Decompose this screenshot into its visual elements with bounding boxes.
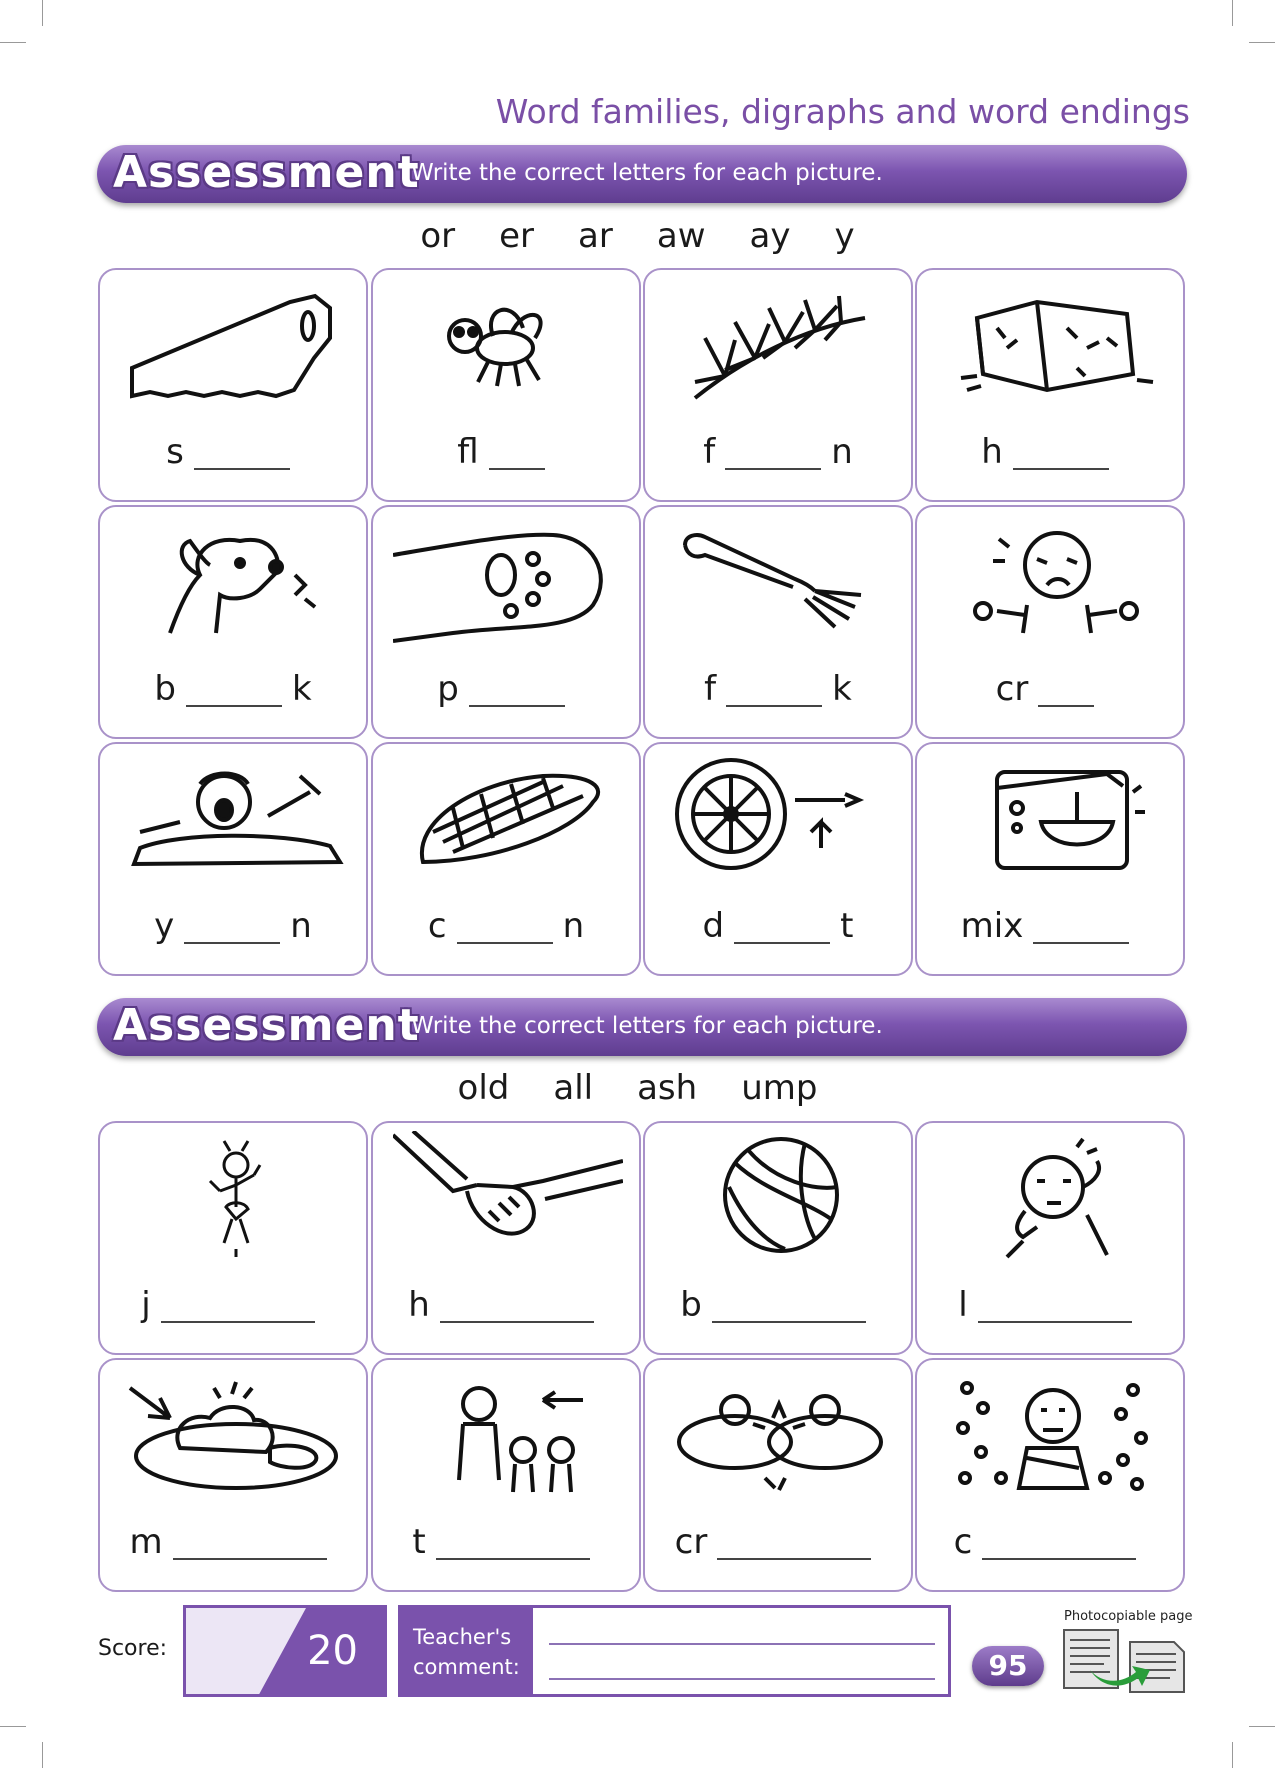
answer-blank[interactable] xyxy=(725,438,821,470)
crop-mark xyxy=(1232,0,1233,26)
picture-card xyxy=(371,742,641,976)
picture-card xyxy=(643,1358,913,1592)
crop-mark xyxy=(1249,42,1275,43)
score-total: 20 xyxy=(307,1628,358,1674)
letter-bank xyxy=(0,1068,1275,1108)
paw-icon xyxy=(393,515,623,645)
word-start: y xyxy=(154,906,175,946)
answer-blank[interactable] xyxy=(173,1528,327,1560)
word-start: c xyxy=(427,906,447,946)
crop-mark xyxy=(1249,1726,1275,1727)
picture-card xyxy=(371,505,641,739)
photocopy-icon xyxy=(1062,1628,1188,1696)
picture-card xyxy=(915,1358,1185,1592)
teacher-comment-box xyxy=(398,1605,951,1697)
crop-mark xyxy=(42,1742,43,1768)
answer-blank[interactable] xyxy=(717,1528,871,1560)
teacher-comment-label xyxy=(401,1608,533,1694)
picture-card xyxy=(98,505,368,739)
crop-mark xyxy=(0,1726,26,1727)
crop-mark xyxy=(1232,1742,1233,1768)
banner-title: Assessment xyxy=(113,1000,420,1051)
page-title: Word families, digraphs and word endings xyxy=(495,92,1190,131)
word-start: cr xyxy=(674,1522,708,1562)
crop-mark xyxy=(0,42,26,43)
banner-instruction: Write the correct letters for each picture. xyxy=(411,1013,883,1039)
crop-mark xyxy=(42,0,43,26)
letter-option: old xyxy=(457,1068,510,1108)
answer-blank[interactable] xyxy=(194,438,290,470)
letter-option: ump xyxy=(741,1068,818,1108)
cold-boy-icon xyxy=(937,1368,1167,1498)
answer-blank[interactable] xyxy=(469,675,565,707)
picture-card xyxy=(915,505,1185,739)
word-start: c xyxy=(953,1522,973,1562)
corn-icon xyxy=(393,752,623,882)
word-end: n xyxy=(831,432,853,472)
fork-icon xyxy=(665,515,895,645)
picture-card xyxy=(643,505,913,739)
teacher-comment-line1: Teacher's xyxy=(413,1625,512,1649)
score-label: Score: xyxy=(98,1636,168,1661)
letter-option: aw xyxy=(656,216,706,256)
word-start: s xyxy=(166,432,184,472)
ball-icon xyxy=(665,1131,895,1261)
letter-bank xyxy=(0,216,1275,256)
word-start: m xyxy=(129,1522,163,1562)
word-end: k xyxy=(832,669,852,709)
picture-card xyxy=(371,1358,641,1592)
assessment-banner xyxy=(97,998,1187,1056)
saw-icon xyxy=(120,278,350,408)
word-start: h xyxy=(981,432,1003,472)
word-start: d xyxy=(702,906,725,946)
picture-card xyxy=(98,1358,368,1592)
letter-option: er xyxy=(499,216,535,256)
picture-card xyxy=(98,1121,368,1355)
answer-blank[interactable] xyxy=(440,1291,594,1323)
barking-dog-icon xyxy=(120,515,350,645)
mixer-icon xyxy=(937,752,1167,882)
mashed-potato-icon xyxy=(120,1368,350,1498)
word-start: t xyxy=(412,1522,426,1562)
answer-blank[interactable] xyxy=(1038,675,1094,707)
letter-option: ash xyxy=(637,1068,698,1108)
photocopiable-label: Photocopiable page xyxy=(1064,1609,1193,1624)
jumping-girl-icon xyxy=(120,1131,350,1261)
picture-card xyxy=(98,742,368,976)
word-start: j xyxy=(141,1285,151,1325)
picture-card xyxy=(643,742,913,976)
word-end: t xyxy=(840,906,854,946)
word-start: p xyxy=(437,669,459,709)
answer-blank[interactable] xyxy=(457,912,553,944)
word-end: k xyxy=(291,669,312,709)
teacher-comment-line2: comment: xyxy=(413,1655,520,1679)
answer-blank[interactable] xyxy=(1013,438,1109,470)
word-start: mix xyxy=(960,906,1024,946)
picture-card xyxy=(915,1121,1185,1355)
picture-card xyxy=(915,742,1185,976)
hay-icon xyxy=(937,278,1167,408)
banner-title: Assessment xyxy=(113,147,420,198)
word-start: b xyxy=(154,669,176,709)
word-start: h xyxy=(408,1285,430,1325)
picture-card xyxy=(98,268,368,502)
page-number: 95 xyxy=(972,1646,1044,1686)
answer-blank[interactable] xyxy=(184,912,280,944)
crash-icon xyxy=(665,1368,895,1498)
word-start: fl xyxy=(457,432,479,472)
picture-card xyxy=(643,1121,913,1355)
tall-man-icon xyxy=(393,1368,623,1498)
letter-option: y xyxy=(834,216,855,256)
letter-option: all xyxy=(553,1068,594,1108)
assessment-banner xyxy=(97,145,1187,203)
answer-blank[interactable] xyxy=(734,912,830,944)
banner-instruction: Write the correct letters for each picture. xyxy=(411,160,883,186)
fern-icon xyxy=(665,278,895,408)
answer-blank[interactable] xyxy=(1033,912,1129,944)
picture-card xyxy=(915,268,1185,502)
answer-blank[interactable] xyxy=(186,675,282,707)
comment-line[interactable] xyxy=(549,1643,935,1645)
holding-hands-icon xyxy=(393,1131,623,1261)
letter-option: ay xyxy=(749,216,791,256)
word-start: b xyxy=(680,1285,702,1325)
picture-card xyxy=(643,268,913,502)
letter-option: or xyxy=(420,216,456,256)
word-start: f xyxy=(703,432,716,472)
answer-blank[interactable] xyxy=(489,438,545,470)
word-end: n xyxy=(562,906,585,946)
answer-blank[interactable] xyxy=(726,675,822,707)
word-start: cr xyxy=(995,669,1029,709)
answer-blank[interactable] xyxy=(982,1528,1136,1560)
picture-card xyxy=(371,1121,641,1355)
answer-blank[interactable] xyxy=(712,1291,866,1323)
word-start: l xyxy=(958,1285,968,1325)
fly-icon xyxy=(393,278,623,408)
listening-boy-icon xyxy=(937,1131,1167,1261)
word-end: n xyxy=(290,906,312,946)
answer-blank[interactable] xyxy=(436,1528,590,1560)
dartboard-icon xyxy=(665,752,895,882)
comment-line[interactable] xyxy=(549,1678,935,1680)
answer-blank[interactable] xyxy=(978,1291,1132,1323)
letter-option: ar xyxy=(578,216,613,256)
answer-blank[interactable] xyxy=(161,1291,315,1323)
word-start: f xyxy=(704,669,717,709)
yawning-boy-icon xyxy=(120,752,350,882)
picture-card xyxy=(371,268,641,502)
crying-girl-icon xyxy=(937,515,1167,645)
score-box[interactable] xyxy=(183,1605,387,1697)
